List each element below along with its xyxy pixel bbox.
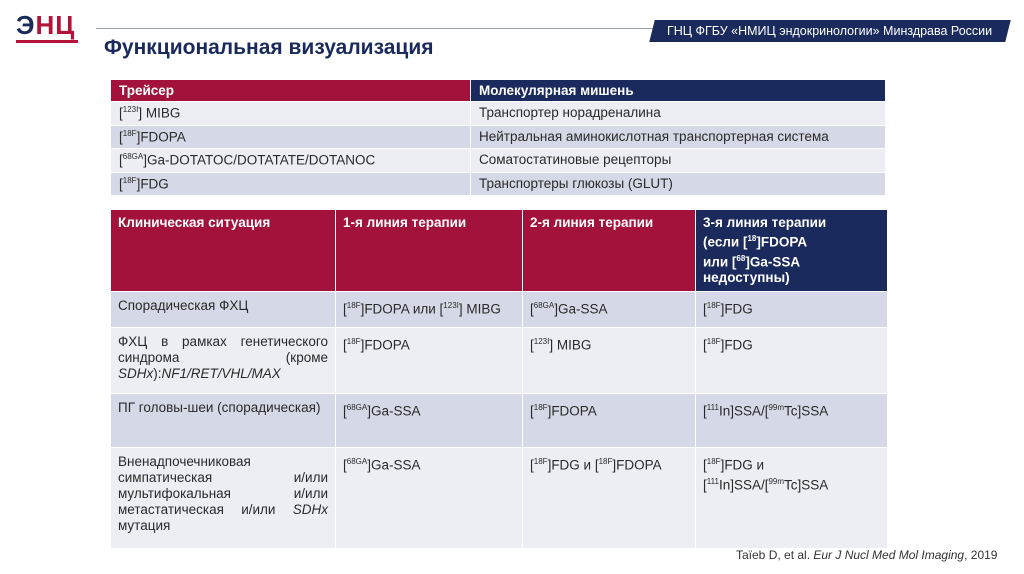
- table-row: [111, 102, 886, 126]
- tracer-cell: [$^{123I}$] MIBG: [111, 102, 471, 126]
- situation-cell: Вненадпочечниковая симпатическая и/или мультифокальная и/или метастатическая и/или SDHx мутация: [111, 448, 336, 549]
- org-banner: ГНЦ ФГБУ «НМИЦ эндокринологии» Минздрава России: [649, 20, 1010, 42]
- line3-cell: [$^{18F}$]FDG: [696, 292, 888, 328]
- header-tracer: Трейсер: [111, 80, 471, 102]
- therapy-table-header: [111, 210, 888, 292]
- table-row: [111, 292, 888, 328]
- target-cell: Нейтральная аминокислотная транспортерная система: [471, 125, 886, 149]
- tracer-table-header: [111, 80, 886, 102]
- logo-text: ЭНЦ: [16, 10, 76, 40]
- target-cell: Транспортеры глюкозы (GLUT): [471, 172, 886, 196]
- table-row: [111, 172, 886, 196]
- line2-cell: [$^{123I}$] MIBG: [523, 328, 696, 394]
- line3-cell: [$^{18F}$]FDG и [$^{111}$In]SSA/[$^{99m}$Tc]SSA: [696, 448, 888, 549]
- line2-cell: [$^{18F}$]FDOPA: [523, 394, 696, 448]
- header-line1: 1-я линия терапии: [336, 210, 523, 292]
- line2-cell: [$^{68GA}$]Ga-SSA: [523, 292, 696, 328]
- situation-cell: ФХЦ в рамках генетического синдрома (кроме SDHx):NF1/RET/VHL/MAX: [111, 328, 336, 394]
- situation-cell: ПГ головы-шеи (спорадическая): [111, 394, 336, 448]
- target-cell: Соматостатиновые рецепторы: [471, 149, 886, 173]
- tracer-table: [110, 79, 886, 196]
- header-line2: 2-я линия терапии: [523, 210, 696, 292]
- line1-cell: [$^{18F}$]FDOPA или [$^{123I}$] MIBG: [336, 292, 523, 328]
- table-row: [111, 448, 888, 549]
- line1-cell: [$^{18F}$]FDOPA: [336, 328, 523, 394]
- line3-cell: [$^{111}$In]SSA/[$^{99m}$Tc]SSA: [696, 394, 888, 448]
- line1-cell: [$^{68GA}$]Ga-SSA: [336, 394, 523, 448]
- target-cell: Транспортер норадреналина: [471, 102, 886, 126]
- line3-cell: [$^{18F}$]FDG: [696, 328, 888, 394]
- header-situation: Клиническая ситуация: [111, 210, 336, 292]
- tracer-cell: [$^{18F}$]FDG: [111, 172, 471, 196]
- tracer-cell: [$^{18F}$]FDOPA: [111, 125, 471, 149]
- table-row: [111, 394, 888, 448]
- logo-underline: [16, 40, 78, 43]
- header-line3: 3-я линия терапии (если [$^{18}$]FDOPA или [$^{68}$]Ga-SSA недоступны): [696, 210, 888, 292]
- logo: [16, 12, 82, 46]
- situation-cell: Спорадическая ФХЦ: [111, 292, 336, 328]
- page-title: Функциональная визуализация: [104, 36, 434, 59]
- therapy-table: [110, 209, 888, 549]
- line2-cell: [$^{18F}$]FDG и [$^{18F}$]FDOPA: [523, 448, 696, 549]
- header-target: Молекулярная мишень: [471, 80, 886, 102]
- citation: Taïeb D, et al. Eur J Nucl Med Mol Imaging, 2019: [736, 548, 998, 562]
- line1-cell: [$^{68GA}$]Ga-SSA: [336, 448, 523, 549]
- table-row: [111, 149, 886, 173]
- header-divider: [96, 28, 656, 29]
- table-row: [111, 328, 888, 394]
- tracer-cell: [$^{68GA}$]Ga-DOTATOC/DOTATATE/DOTANOC: [111, 149, 471, 173]
- table-row: [111, 125, 886, 149]
